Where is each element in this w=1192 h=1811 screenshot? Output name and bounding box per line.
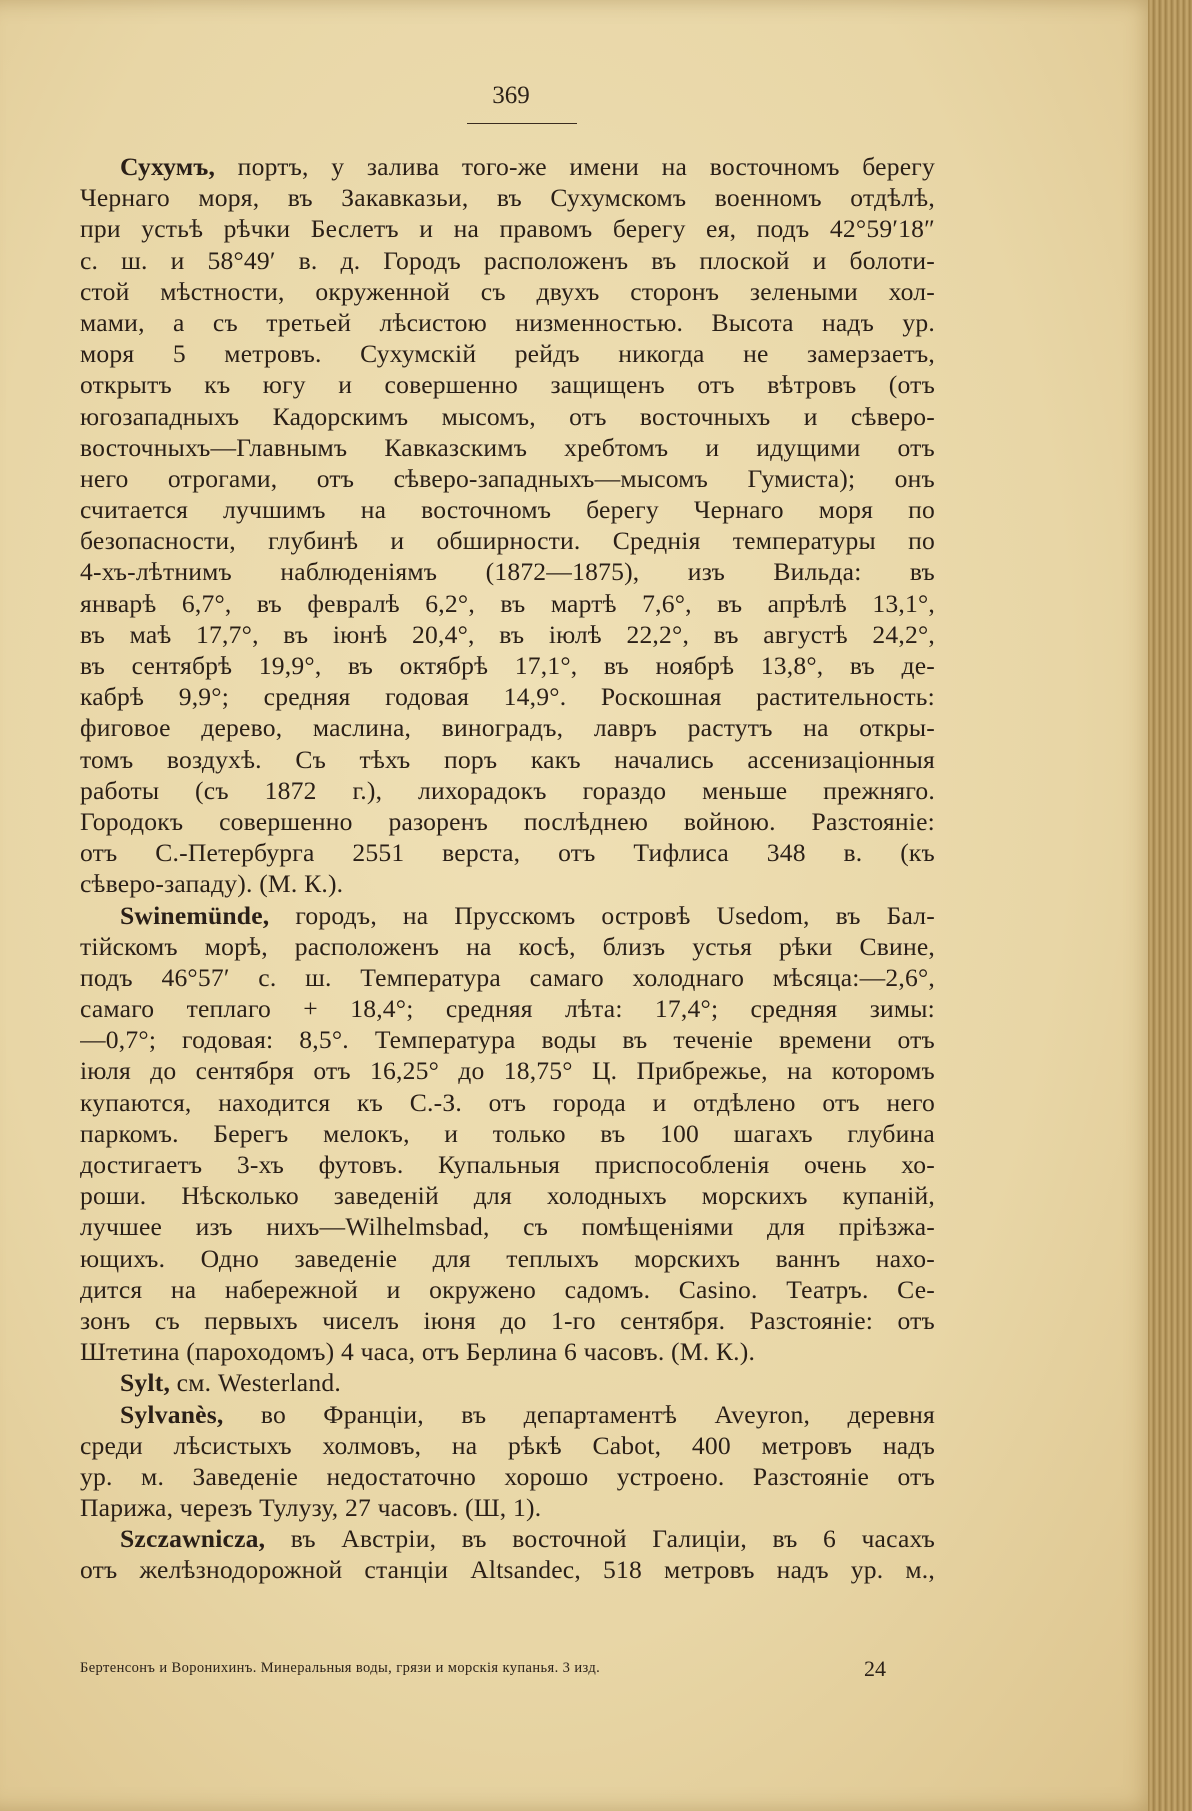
text-line: [80, 1149, 935, 1180]
line-text: январѣ 6,7°, въ февралѣ 6,2°, въ мартѣ 7,6°, въ апрѣлѣ 13,1°,: [80, 588, 935, 618]
text-line: [80, 245, 935, 276]
text-line: [80, 806, 935, 837]
text-line: [80, 650, 935, 681]
text-line: [80, 931, 935, 962]
text-line: [80, 432, 935, 463]
line-text: моря 5 метровъ. Сухумскій рейдъ никогда не замерзаетъ,: [80, 339, 935, 369]
line-text: купаются, находится къ С.-З. отъ города и отдѣлено отъ него: [80, 1087, 935, 1117]
line-text: сѣверо-западу). (М. К.).: [80, 869, 344, 899]
text-line: [80, 1336, 935, 1367]
line-text: мами, а съ третьей лѣсистою низменностью. Высота надъ ур.: [80, 307, 935, 337]
entry-heading: Sylvanès,: [120, 1399, 224, 1429]
footer-citation: Бертенсонъ и Воронихинъ. Минеральныя воды, грязи и морскія купанья. 3 изд.: [80, 1660, 601, 1676]
line-text: томъ воздухѣ. Съ тѣхъ поръ какъ начались ассенизаціонныя: [80, 744, 935, 774]
text-line: [80, 1243, 935, 1274]
line-text: въ сентябрѣ 19,9°, въ октябрѣ 17,1°, въ ноябрѣ 13,8°, въ де-: [80, 651, 935, 680]
entry-heading: Swinemünde,: [120, 900, 270, 930]
line-text: работы (съ 1872 г.), лихорадокъ гораздо меньше прежняго.: [80, 775, 935, 805]
text-line: [80, 775, 935, 806]
line-text: подъ 46°57′ с. ш. Температура самаго холоднаго мѣсяца:—2,6°,: [80, 962, 935, 992]
line-text: см. Westerland.: [170, 1368, 341, 1398]
line-text: во Франціи, въ департаментѣ Aveyron, деревня: [223, 1399, 935, 1429]
line-text: открытъ къ югу и совершенно защищенъ отъ вѣтровъ (отъ: [80, 370, 935, 400]
line-text: Городокъ совершенно разоренъ послѣднею войною. Разстояніе:: [80, 806, 935, 836]
text-line: [80, 837, 935, 868]
line-text: отъ С.-Петербурга 2551 верста, отъ Тифлиса 348 в. (къ: [80, 838, 935, 868]
line-text: считается лучшимъ на восточномъ берегу Чернаго моря по: [80, 495, 935, 525]
text-line: [80, 463, 935, 494]
line-text: отъ желѣзнодорожной станціи Altsandec, 518 метровъ надъ ур. м.,: [80, 1555, 935, 1585]
text-line: [80, 213, 935, 244]
text-line: [80, 1118, 935, 1149]
text-line: [80, 1087, 935, 1118]
entry-heading: Szczawnicza,: [120, 1524, 266, 1554]
text-line: [80, 151, 935, 182]
text-line: [80, 1367, 935, 1398]
line-text: іюля до сентября отъ 16,25° до 18,75° Ц. Прибрежье, на которомъ: [80, 1056, 935, 1086]
line-text: Штетина (пароходомъ) 4 часа, отъ Берлина 6 часовъ. (М. К.).: [80, 1337, 756, 1367]
text-line: [80, 1492, 935, 1523]
text-line: [80, 1180, 935, 1211]
text-line: [80, 1523, 935, 1554]
entry-heading: Сухумъ,: [120, 152, 216, 181]
text-line: [80, 1554, 935, 1585]
text-line: [80, 494, 935, 525]
text-line: [80, 868, 935, 899]
text-line: [80, 1274, 935, 1305]
line-text: безопасности, глубинѣ и обширности. Среднія температуры по: [80, 526, 935, 556]
text-line: [80, 962, 935, 993]
text-line: [80, 993, 935, 1024]
line-text: кабрѣ 9,9°; средняя годовая 14,9°. Роскошная растительность:: [80, 682, 935, 712]
line-text: него отрогами, отъ сѣверо-западныхъ—мысомъ Гумиста); онъ: [80, 463, 935, 493]
line-text: югозападныхъ Кадорскимъ мысомъ, отъ восточныхъ и сѣверо-: [80, 401, 935, 431]
text-line: [80, 338, 935, 369]
line-text: въ Австріи, въ восточной Галиціи, въ 6 часахъ: [265, 1524, 935, 1554]
text-line: [80, 1024, 935, 1055]
text-line: [80, 712, 935, 743]
line-text: лучшее изъ нихъ—Wilhelmsbad, съ помѣщеніями для пріѣзжа-: [80, 1212, 935, 1242]
page-number: 369: [492, 82, 530, 109]
line-text: —0,7°; годовая: 8,5°. Температура воды въ теченіе времени отъ: [80, 1025, 935, 1055]
entry-heading: Sylt,: [120, 1368, 171, 1398]
body-text: [80, 151, 935, 1586]
text-line: [80, 182, 935, 213]
signature-number: 24: [864, 1656, 886, 1681]
line-text: тійскомъ морѣ, расположенъ на косѣ, близъ устья рѣки Свине,: [80, 931, 935, 961]
line-text: стой мѣстности, окруженной съ двухъ сторонъ зелеными хол-: [80, 276, 935, 306]
line-text: Парижа, черезъ Тулузу, 27 часовъ. (Ш, 1).: [80, 1493, 542, 1523]
line-text: восточныхъ—Главнымъ Кавказскимъ хребтомъ и идущими отъ: [80, 432, 935, 462]
text-line: [80, 525, 935, 556]
line-text: Чернаго моря, въ Закавказьи, въ Сухумскомъ военномъ отдѣлѣ,: [80, 183, 935, 213]
line-text: городъ, на Прусскомъ островѣ Usedom, въ Бал-: [269, 900, 935, 930]
text-line: [80, 1211, 935, 1242]
page-edge: [1148, 0, 1192, 1811]
line-text: при устьѣ рѣчки Беслетъ и на правомъ берегу ея, подъ 42°59′18″: [80, 214, 935, 244]
line-text: паркомъ. Берегъ мелокъ, и только въ 100 шагахъ глубина: [80, 1118, 935, 1148]
text-line: [80, 1461, 935, 1492]
line-text: зонъ съ первыхъ чиселъ іюня до 1-го сентября. Разстояніе: отъ: [80, 1305, 935, 1335]
text-line: [80, 1305, 935, 1336]
line-text: среди лѣсистыхъ холмовъ, на рѣкѣ Cabot, 400 метровъ надъ: [80, 1430, 935, 1460]
text-line: [80, 307, 935, 338]
line-text: дится на набережной и окружено садомъ. Casino. Театръ. Се-: [80, 1274, 935, 1304]
text-line: [80, 401, 935, 432]
text-line: [80, 1430, 935, 1461]
line-text: ющихъ. Одно заведеніе для теплыхъ морскихъ ваннъ нахо-: [80, 1243, 935, 1273]
line-text: самаго теплаго + 18,4°; средняя лѣта: 17,4°; средняя зимы:: [80, 994, 935, 1024]
text-line: [80, 900, 935, 931]
line-text: роши. Нѣсколько заведеній для холодныхъ морскихъ купаній,: [80, 1181, 935, 1211]
text-line: [80, 619, 935, 650]
line-text: портъ, у залива того-же имени на восточномъ берегу: [215, 152, 935, 181]
header-rule: [467, 123, 577, 124]
line-text: 4-хъ-лѣтнимъ наблюденіямъ (1872—1875), изъ Вильда: въ: [80, 557, 935, 587]
text-line: [80, 588, 935, 619]
line-text: въ маѣ 17,7°, въ іюнѣ 20,4°, въ іюлѣ 22,2°, въ августѣ 24,2°,: [80, 619, 935, 649]
text-line: [80, 744, 935, 775]
line-text: ур. м. Заведеніе недостаточно хорошо устроено. Разстояніе отъ: [80, 1461, 935, 1491]
line-text: достигаетъ 3-хъ футовъ. Купальныя приспособленія очень хо-: [80, 1150, 935, 1179]
text-line: [80, 369, 935, 400]
text-line: [80, 556, 935, 587]
text-line: [80, 1055, 935, 1086]
text-line: [80, 276, 935, 307]
line-text: с. ш. и 58°49′ в. д. Городъ расположенъ въ плоской и болоти-: [80, 245, 935, 275]
text-line: [80, 681, 935, 712]
text-line: [80, 1399, 935, 1430]
line-text: фиговое дерево, маслина, виноградъ, лавръ растутъ на откры-: [80, 713, 935, 743]
